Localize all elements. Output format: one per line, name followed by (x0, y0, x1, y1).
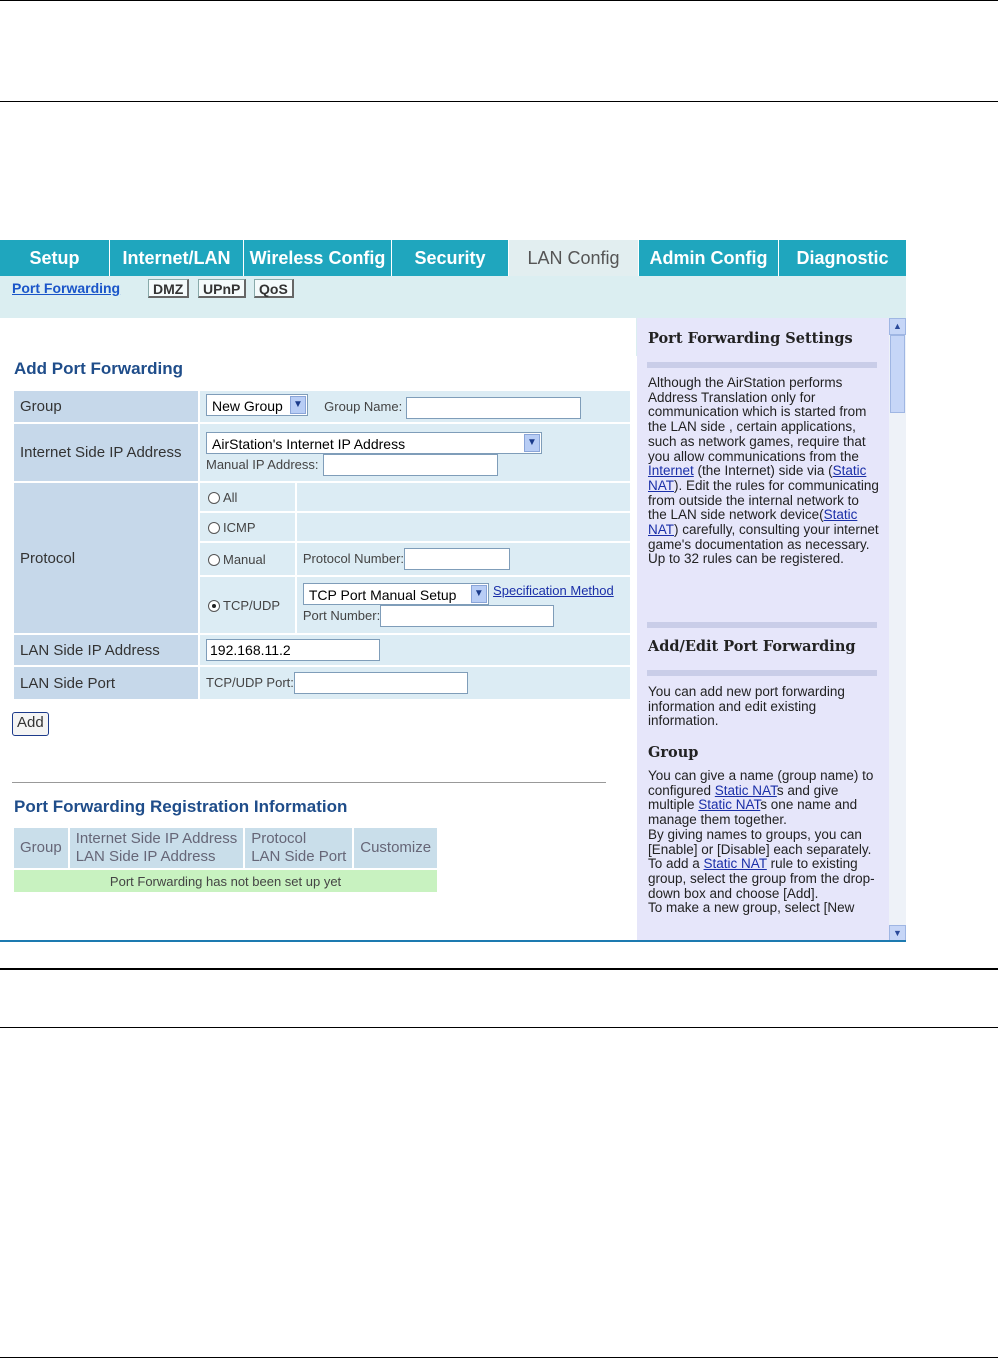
help-paragraph-3: You can give a name (group name) to configured Static NATs and give multiple Static NATs one name and manage them together. By giving names to groups, you can [Enable] or [Disable] each separately. To add a Static NAT rule to existing group, select the group from the drop-down box and choose [Add]. To make a new group, select [New (648, 768, 875, 916)
tcpudp-port-label: TCP/UDP Port: (206, 674, 294, 690)
page-bottom-rule (0, 1357, 998, 1358)
group-name-input[interactable] (406, 397, 581, 419)
group-label: Group (14, 391, 198, 422)
internet-link[interactable]: Internet (648, 463, 694, 479)
subtab-dmz[interactable]: DMZ (148, 279, 189, 298)
help-title-add-edit: Add/Edit Port Forwarding (648, 638, 856, 655)
static-nat-link[interactable]: Static NAT (648, 463, 867, 493)
help-divider (647, 362, 877, 368)
tab-internet-lan[interactable]: Internet/LAN (110, 240, 244, 276)
add-port-forwarding-form (12, 389, 632, 701)
group-name-label: Group Name: (324, 399, 403, 415)
page-top-rule (0, 0, 998, 1)
col-group: Group (14, 828, 68, 868)
port-setup-select[interactable] (303, 583, 489, 605)
subtab-port-forwarding[interactable]: Port Forwarding (12, 280, 121, 296)
col-lan-port: LAN Side Port (251, 848, 347, 865)
tab-admin-config[interactable]: Admin Config (639, 240, 779, 276)
help-title-settings: Port Forwarding Settings (648, 330, 853, 347)
tab-wireless-config[interactable]: Wireless Config (244, 240, 392, 276)
page-footer-rule (0, 1027, 998, 1028)
tab-security[interactable]: Security (392, 240, 509, 276)
manual-ip-input[interactable] (323, 454, 498, 476)
page-header-rule (0, 101, 998, 102)
group-select[interactable] (206, 394, 308, 416)
lan-port-label: LAN Side Port (14, 667, 198, 699)
specification-method-link[interactable]: Specification Method (493, 583, 614, 598)
static-nat-link[interactable]: Static NAT (698, 797, 761, 813)
scroll-down-icon[interactable]: ▼ (889, 925, 906, 942)
help-scrollbar[interactable] (889, 318, 906, 942)
help-paragraph-1: Although the AirStation performs Address Translation only for communication which is started from the LAN side , certain applications, such as network games, require that you allow communications from the Internet (the Internet) side via (Static NAT). Edit the rules for communicating from outside the internal network to the LAN side network device(Static NAT) carefully, consulting your internet game's documentation as necessary. Up to 32 rules can be registered. (648, 375, 879, 567)
port-number-input[interactable] (380, 605, 554, 627)
static-nat-link[interactable]: Static NAT (648, 507, 858, 538)
help-panel (637, 318, 889, 942)
col-protocol-port (245, 828, 352, 868)
tab-lan-config[interactable]: LAN Config (509, 240, 639, 276)
protocol-number-label: Protocol Number: (302, 550, 405, 566)
main-tab-bar (0, 240, 906, 276)
protocol-number-input[interactable] (404, 548, 510, 570)
port-setup-select-value: TCP Port Manual Setup (308, 587, 457, 603)
protocol-all-label: All (223, 489, 238, 505)
col-lan-ip: LAN Side IP Address (75, 848, 216, 865)
protocol-label: Protocol (14, 483, 198, 633)
radio-selected-icon[interactable] (208, 600, 220, 612)
section-divider (12, 782, 606, 783)
col-internet-ip: Internet Side IP Address (75, 830, 238, 847)
subtab-qos[interactable]: QoS (254, 279, 294, 298)
frame-bottom-border (0, 940, 906, 942)
registration-table (12, 826, 439, 894)
group-select-value: New Group (212, 398, 283, 415)
col-ip-addresses (70, 828, 244, 868)
tab-diagnostic[interactable]: Diagnostic (779, 240, 906, 276)
static-nat-link[interactable]: Static NAT (703, 856, 767, 872)
internet-ip-label: Internet Side IP Address (14, 424, 198, 481)
subtab-upnp[interactable]: UPnP (198, 279, 246, 298)
chevron-down-icon: ▼ (524, 434, 540, 452)
protocol-option-manual[interactable] (200, 543, 295, 575)
lan-ip-label: LAN Side IP Address (14, 635, 198, 665)
tcpudp-port-input[interactable] (294, 672, 468, 694)
scroll-thumb[interactable] (890, 335, 905, 413)
radio-icon[interactable] (208, 554, 220, 566)
protocol-icmp-label: ICMP (223, 519, 256, 535)
port-number-label: Port Number: (302, 607, 381, 623)
protocol-manual-label: Manual (223, 551, 266, 567)
col-protocol: Protocol (251, 830, 307, 847)
radio-icon[interactable] (208, 522, 220, 534)
protocol-tcpudp-label: TCP/UDP (223, 597, 281, 613)
protocol-option-all[interactable] (200, 483, 295, 511)
internet-ip-select-value: AirStation's Internet IP Address (212, 435, 406, 452)
tab-setup[interactable]: Setup (0, 240, 110, 276)
static-nat-link[interactable]: Static NAT (714, 782, 777, 798)
chevron-down-icon: ▼ (290, 396, 306, 414)
help-title-group: Group (648, 744, 699, 761)
radio-icon[interactable] (208, 492, 220, 504)
col-customize: Customize (354, 828, 437, 868)
help-paragraph-2: You can add new port forwarding information and edit existing information. (648, 684, 845, 729)
help-divider (647, 670, 877, 676)
registration-title: Port Forwarding Registration Information (14, 797, 348, 816)
lan-ip-input[interactable]: 192.168.11.2 (206, 639, 380, 661)
help-divider (647, 622, 877, 628)
scroll-up-icon[interactable]: ▲ (889, 318, 906, 335)
protocol-option-tcpudp[interactable] (200, 577, 295, 633)
protocol-option-icmp[interactable] (200, 513, 295, 541)
empty-message: Port Forwarding has not been set up yet (14, 870, 437, 892)
page-footer-rule-thick (0, 968, 998, 970)
router-config-screenshot (0, 240, 906, 942)
add-button[interactable]: Add (12, 712, 49, 736)
chevron-down-icon: ▼ (471, 585, 487, 603)
internet-ip-select[interactable] (206, 432, 542, 454)
add-port-forwarding-title: Add Port Forwarding (14, 359, 184, 378)
main-content (0, 318, 636, 942)
manual-ip-label: Manual IP Address: (206, 456, 319, 472)
